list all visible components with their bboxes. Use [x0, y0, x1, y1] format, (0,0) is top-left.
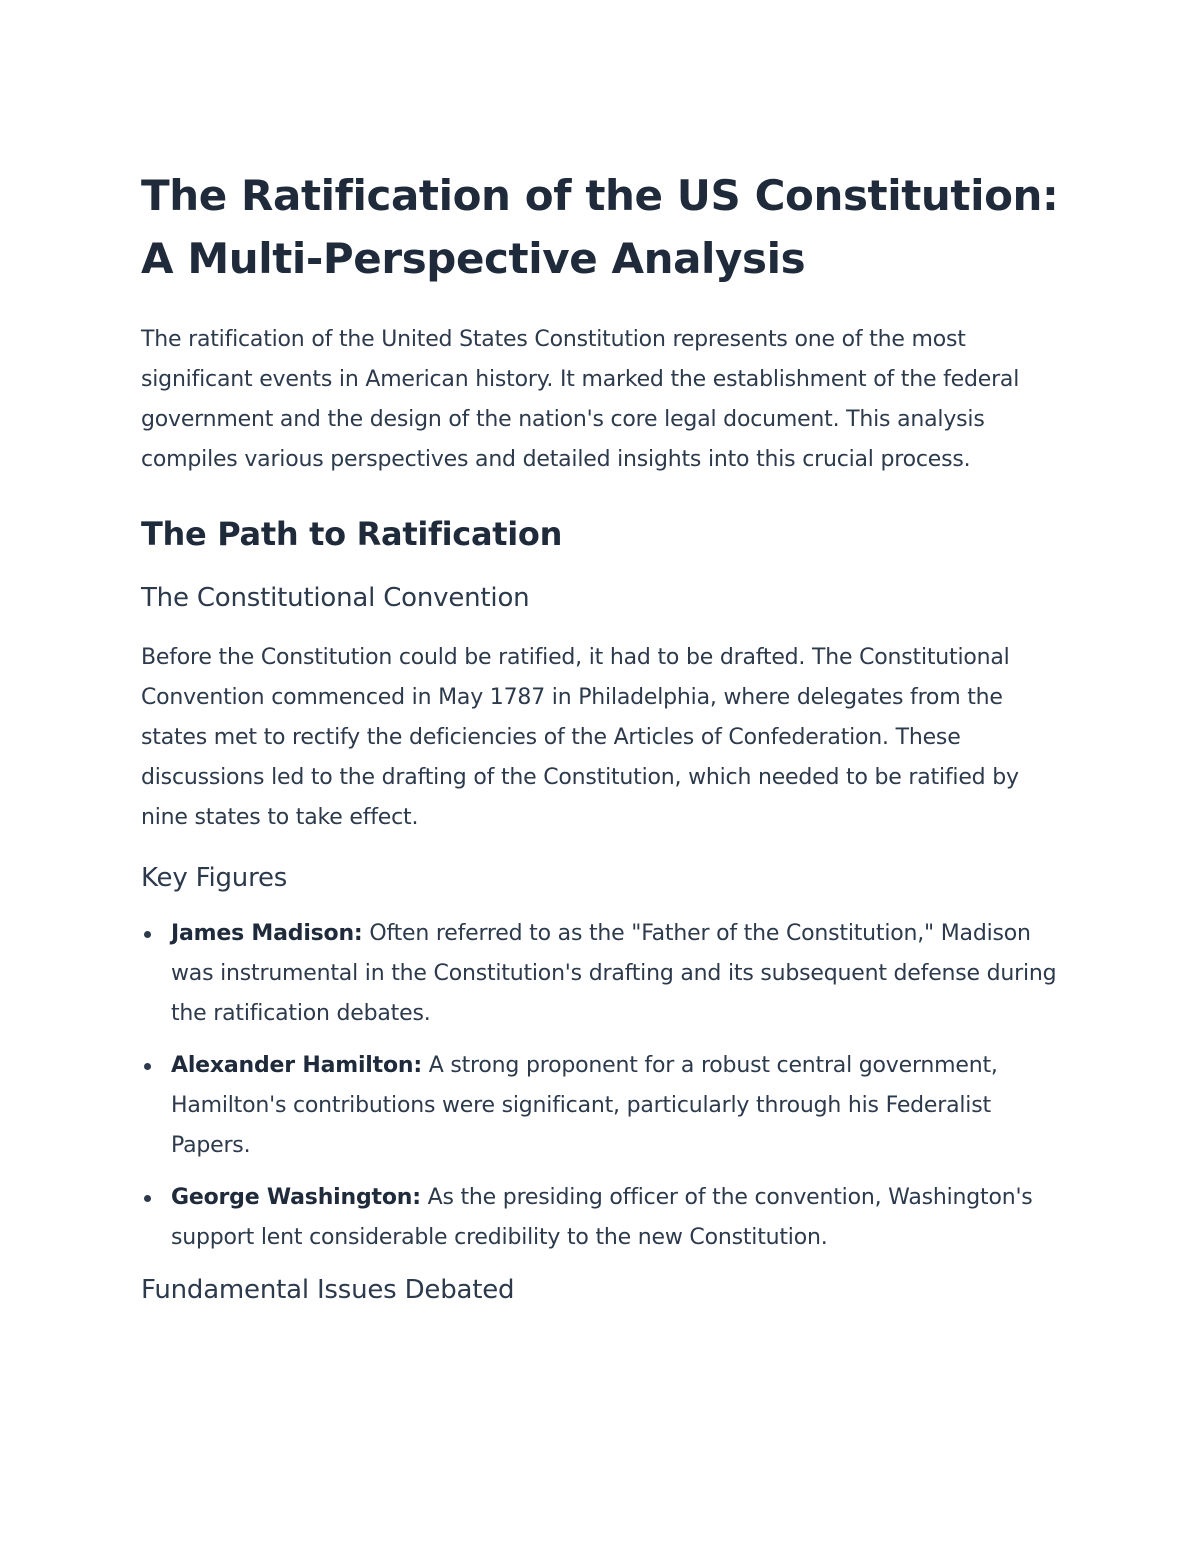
- key-figures-list: [141, 914, 1061, 1258]
- figure-name: George Washington:: [171, 1185, 421, 1210]
- bullet-icon: [144, 1195, 151, 1202]
- intro-paragraph: The ratification of the United States Constitution represents one of the most significant events in American history. It marked the establishment of the federal government and the design of the nation's core legal document. This analysis compiles various perspectives and detailed insights into this crucial process.: [141, 327, 1020, 472]
- figure-description: Often referred to as the "Father of the Constitution," Madison was instrumental in the Constitution's drafting and its subsequent defense during the ratification debates.: [171, 921, 1057, 1026]
- figure-name: Alexander Hamilton:: [171, 1053, 422, 1078]
- subheading-constitutional-convention: The Constitutional Convention: [141, 583, 530, 613]
- title-line-2: A Multi-Perspective Analysis: [141, 234, 806, 283]
- document-page: [141, 164, 1061, 1310]
- list-item: [141, 1178, 1061, 1258]
- document-title: [141, 164, 1061, 290]
- figure-description: A strong proponent for a robust central government, Hamilton's contributions were significant, particularly through his Federalist Papers.: [171, 1053, 998, 1158]
- list-item: [141, 914, 1061, 1034]
- convention-paragraph: Before the Constitution could be ratified, it had to be drafted. The Constitutional Convention commenced in May 1787 in Philadelphia, where delegates from the states met to rectify the deficiencies of the Articles of Confederation. These discussions led to the drafting of the Constitution, which needed to be ratified by nine states to take effect.: [141, 645, 1019, 830]
- title-line-1: The Ratification of the US Constitution:: [141, 171, 1059, 220]
- subheading-key-figures: Key Figures: [141, 863, 288, 893]
- subheading-fundamental-issues: Fundamental Issues Debated: [141, 1275, 515, 1305]
- list-item: [141, 1046, 1061, 1166]
- bullet-icon: [144, 1063, 151, 1070]
- figure-name: James Madison:: [171, 921, 363, 946]
- figure-description: As the presiding officer of the convention, Washington's support lent considerable credibility to the new Constitution.: [171, 1185, 1033, 1250]
- bullet-icon: [144, 931, 151, 938]
- section-heading-path-to-ratification: The Path to Ratification: [141, 515, 563, 553]
